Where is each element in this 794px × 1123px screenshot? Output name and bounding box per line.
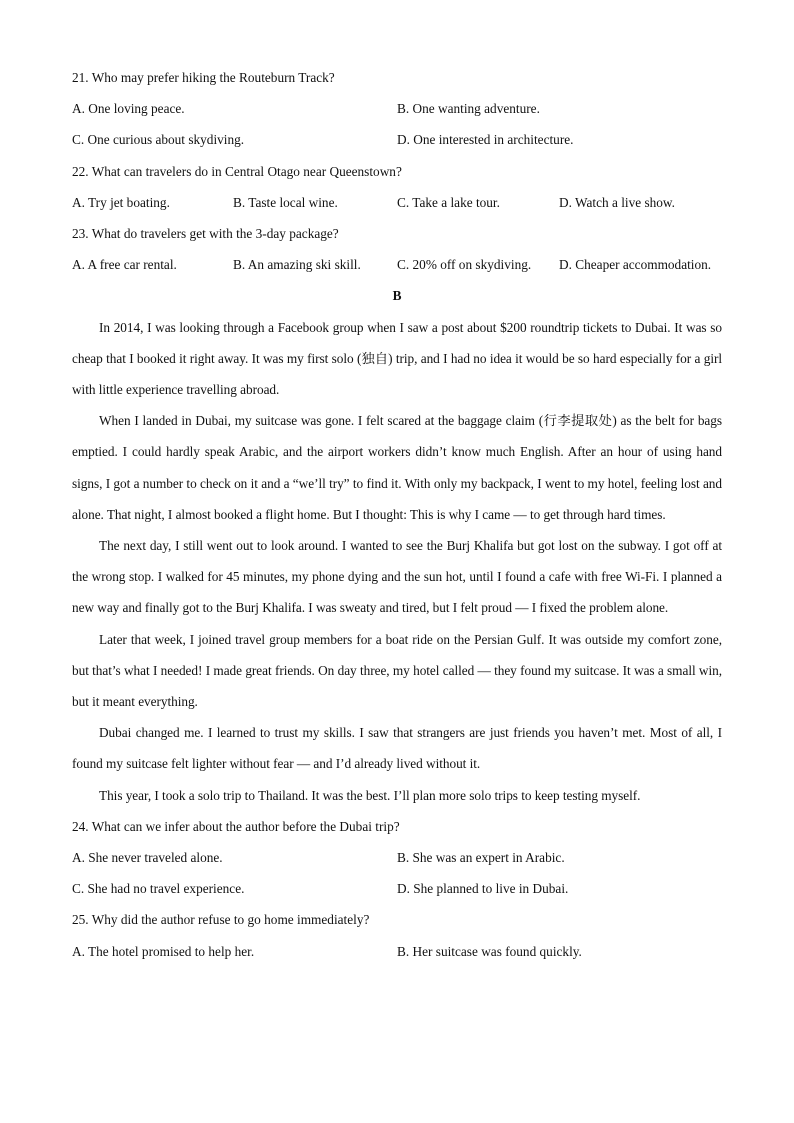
- question-22-stem: 22. What can travelers do in Central Otago near Queenstown?: [72, 163, 402, 179]
- question-23-option-b: B. An amazing ski skill.: [233, 257, 361, 273]
- question-23-option-d: D. Cheaper accommodation.: [559, 257, 712, 273]
- question-24-option-d: D. She planned to live in Dubai.: [397, 881, 569, 897]
- question-24-option-b: B. She was an expert in Arabic.: [397, 849, 565, 865]
- question-25-option-a: A. The hotel promised to help her.: [72, 943, 255, 959]
- question-22-option-d: D. Watch a live show.: [559, 194, 675, 210]
- question-21-option-b: B. One wanting adventure.: [397, 101, 540, 117]
- question-22-options: [72, 187, 722, 218]
- question-21-options-row-1: [72, 93, 722, 124]
- question-22-option-c: C. Take a lake tour.: [397, 194, 500, 210]
- question-24-option-a: A. She never traveled alone.: [72, 849, 223, 865]
- question-25-option-b: B. Her suitcase was found quickly.: [397, 943, 582, 959]
- question-22-option-b: B. Taste local wine.: [233, 194, 338, 210]
- question-21-option-a: A. One loving peace.: [72, 101, 185, 117]
- passage-paragraph-5: Dubai changed me. I learned to trust my skills. I saw that strangers are just friends you haven’t met. Most of all, I found my suitcase felt lighter without fear — and I’d already lived without it.: [72, 725, 722, 772]
- passage-paragraph-1: In 2014, I was looking through a Facebook group when I saw a post about $200 roundtrip tickets to Dubai. It was so cheap that I booked it right away. It was my first solo (独自) trip, and I had no idea it would be so hard especially for a girl with little experience travelling abroad.: [72, 319, 722, 397]
- question-25-stem: 25. Why did the author refuse to go home immediately?: [72, 912, 370, 928]
- question-24-options-row-2: [72, 873, 722, 904]
- exam-page: [72, 62, 722, 967]
- question-21-options-row-2: [72, 124, 722, 155]
- question-23-option-c: C. 20% off on skydiving.: [397, 257, 532, 273]
- question-23-option-a: A. A free car rental.: [72, 257, 177, 273]
- question-23-options: [72, 249, 722, 280]
- passage-paragraph-6: This year, I took a solo trip to Thailand. It was the best. I’ll plan more solo trips to keep testing myself.: [99, 787, 641, 803]
- question-22-option-a: A. Try jet boating.: [72, 194, 170, 210]
- question-24-stem: 24. What can we infer about the author before the Dubai trip?: [72, 818, 400, 834]
- question-21-stem: 21. Who may prefer hiking the Routeburn Track?: [72, 70, 335, 85]
- question-25-options-row-1: [72, 936, 722, 967]
- section-b-title: B: [392, 288, 402, 304]
- passage-paragraph-4: Later that week, I joined travel group members for a boat ride on the Persian Gulf. It was outside my comfort zone, but that’s what I needed! I made great friends. On day three, my hotel called — they found my suitcase. It was a small win, but it meant everything.: [72, 631, 722, 709]
- passage-paragraph-2: When I landed in Dubai, my suitcase was gone. I felt scared at the baggage claim (行李提取处) as the belt for bags emptied. I could hardly speak Arabic, and the airport workers didn’t know much English. After an hour of using hand signs, I got a number to check on it and a “we’ll try” to find it. With only my backpack, I went to my hotel, feeling lost and alone. That night, I almost booked a flight home. But I thought: This is why I came — to get through hard times.: [72, 413, 722, 522]
- section-b-passage: [72, 312, 722, 811]
- question-24-options-row-1: [72, 842, 722, 873]
- question-21-option-d: D. One interested in architecture.: [397, 132, 574, 148]
- question-23-stem: 23. What do travelers get with the 3-day package?: [72, 225, 339, 241]
- question-24-option-c: C. She had no travel experience.: [72, 881, 245, 897]
- question-21-option-c: C. One curious about skydiving.: [72, 132, 245, 148]
- passage-paragraph-3: The next day, I still went out to look around. I wanted to see the Burj Khalifa but got lost on the subway. I got off at the wrong stop. I walked for 45 minutes, my phone dying and the sun hot, until I found a cafe with free Wi-Fi. I planned a new way and finally got to the Burj Khalifa. I was sweaty and tired, but I felt proud — I fixed the problem alone.: [72, 537, 722, 616]
